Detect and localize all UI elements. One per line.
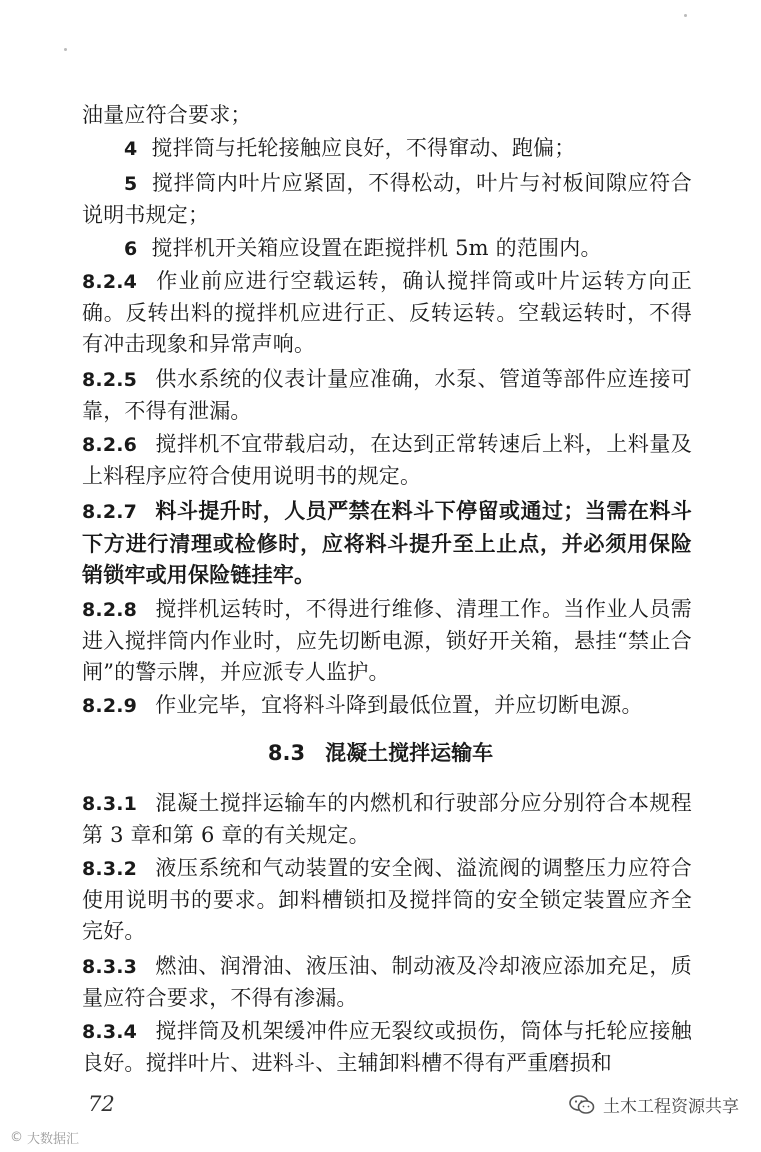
item-text: 搅拌筒与托轮接触应良好，不得窜动、跑偏； xyxy=(151,136,576,160)
clause-text: 混凝土搅拌运输车的内燃机和行驶部分应分别符合本规程第 3 章和第 6 章的有关规定。 xyxy=(82,791,692,847)
clause-number: 8.3.3 xyxy=(82,956,138,978)
clause-number: 8.2.9 xyxy=(82,695,138,717)
clause-8-2-9 xyxy=(82,690,692,722)
corner-watermark xyxy=(10,1128,79,1147)
clause-8-2-6 xyxy=(82,429,692,492)
clause-number: 8.2.6 xyxy=(82,434,138,456)
clause-number: 8.2.8 xyxy=(82,599,138,621)
clause-number: 8.2.5 xyxy=(82,369,138,391)
clause-number: 8.3.4 xyxy=(82,1021,138,1043)
clause-number: 8.2.7 xyxy=(82,501,138,523)
paragraph-continuation xyxy=(82,100,692,131)
clause-text: 搅拌机不宜带载启动，在达到正常转速后上料，上料量及上料程序应符合使用说明书的规定。 xyxy=(82,432,692,488)
wechat-watermark xyxy=(569,1092,739,1117)
list-item-6 xyxy=(82,233,692,265)
watermark-text: 大数据汇 xyxy=(27,1132,80,1147)
scan-speck xyxy=(684,14,687,17)
section-title: 混凝土搅拌运输车 xyxy=(325,741,494,765)
clause-text: 搅拌机运转时，不得进行维修、清理工作。当作业人员需进入搅拌筒内作业时，应先切断电源，锁好开关箱，悬挂“禁止合闸”的警示牌，并应派专人监护。 xyxy=(82,597,692,684)
item-text: 搅拌机开关箱应设置在距搅拌机 5m 的范围内。 xyxy=(151,236,602,260)
clause-8-2-7 xyxy=(82,495,692,590)
clause-8-3-1 xyxy=(82,788,692,851)
clause-8-3-3 xyxy=(82,951,692,1014)
item-number: 6 xyxy=(124,238,138,260)
wechat-icon xyxy=(569,1095,595,1115)
clause-text: 料斗提升时，人员严禁在料斗下停留或通过；当需在料斗下方进行清理或检修时，应将料斗提升至上止点，并必须用保险销锁牢或用保险链挂牢。 xyxy=(82,498,692,587)
clause-8-2-4 xyxy=(82,266,692,360)
clause-number: 8.3.1 xyxy=(82,793,138,815)
item-number: 4 xyxy=(124,138,138,160)
clause-text: 供水系统的仪表计量应准确，水泵、管道等部件应连接可靠，不得有泄漏。 xyxy=(82,367,692,423)
clause-8-2-8 xyxy=(82,594,692,688)
clause-text: 搅拌筒及机架缓冲件应无裂纹或损伤，筒体与托轮应接触良好。搅拌叶片、进料斗、主辅卸料槽不得有严重磨损和 xyxy=(82,1019,692,1075)
page-number: 72 xyxy=(88,1092,115,1116)
list-item-5 xyxy=(82,168,692,231)
item-text: 搅拌筒内叶片应紧固，不得松动，叶片与衬板间隙应符合说明书规定； xyxy=(82,171,692,227)
clause-number: 8.3.2 xyxy=(82,858,138,880)
clause-number: 8.2.4 xyxy=(82,271,138,293)
section-number: 8.3 xyxy=(267,741,306,765)
scan-speck xyxy=(64,48,67,51)
clause-8-2-5 xyxy=(82,364,692,427)
section-heading xyxy=(0,738,761,768)
item-number: 5 xyxy=(124,173,138,195)
clause-8-3-2 xyxy=(82,853,692,947)
list-item-4 xyxy=(82,133,692,165)
paragraph-text: 油量应符合要求； xyxy=(82,103,252,127)
clause-text: 液压系统和气动装置的安全阀、溢流阀的调整压力应符合使用说明书的要求。卸料槽锁扣及搅拌筒的安全锁定装置应齐全完好。 xyxy=(82,856,692,943)
copyright-icon: © xyxy=(10,1130,23,1145)
clause-text: 作业前应进行空载运转，确认搅拌筒或叶片运转方向正确。反转出料的搅拌机应进行正、反转运转。空载运转时，不得有冲击现象和异常声响。 xyxy=(82,269,692,356)
clause-8-3-4 xyxy=(82,1016,692,1079)
clause-text: 燃油、润滑油、液压油、制动液及冷却液应添加充足，质量应符合要求，不得有渗漏。 xyxy=(82,954,692,1010)
clause-text: 作业完毕，宜将料斗降到最低位置，并应切断电源。 xyxy=(155,693,643,717)
watermark-text: 土木工程资源共享 xyxy=(603,1097,739,1117)
